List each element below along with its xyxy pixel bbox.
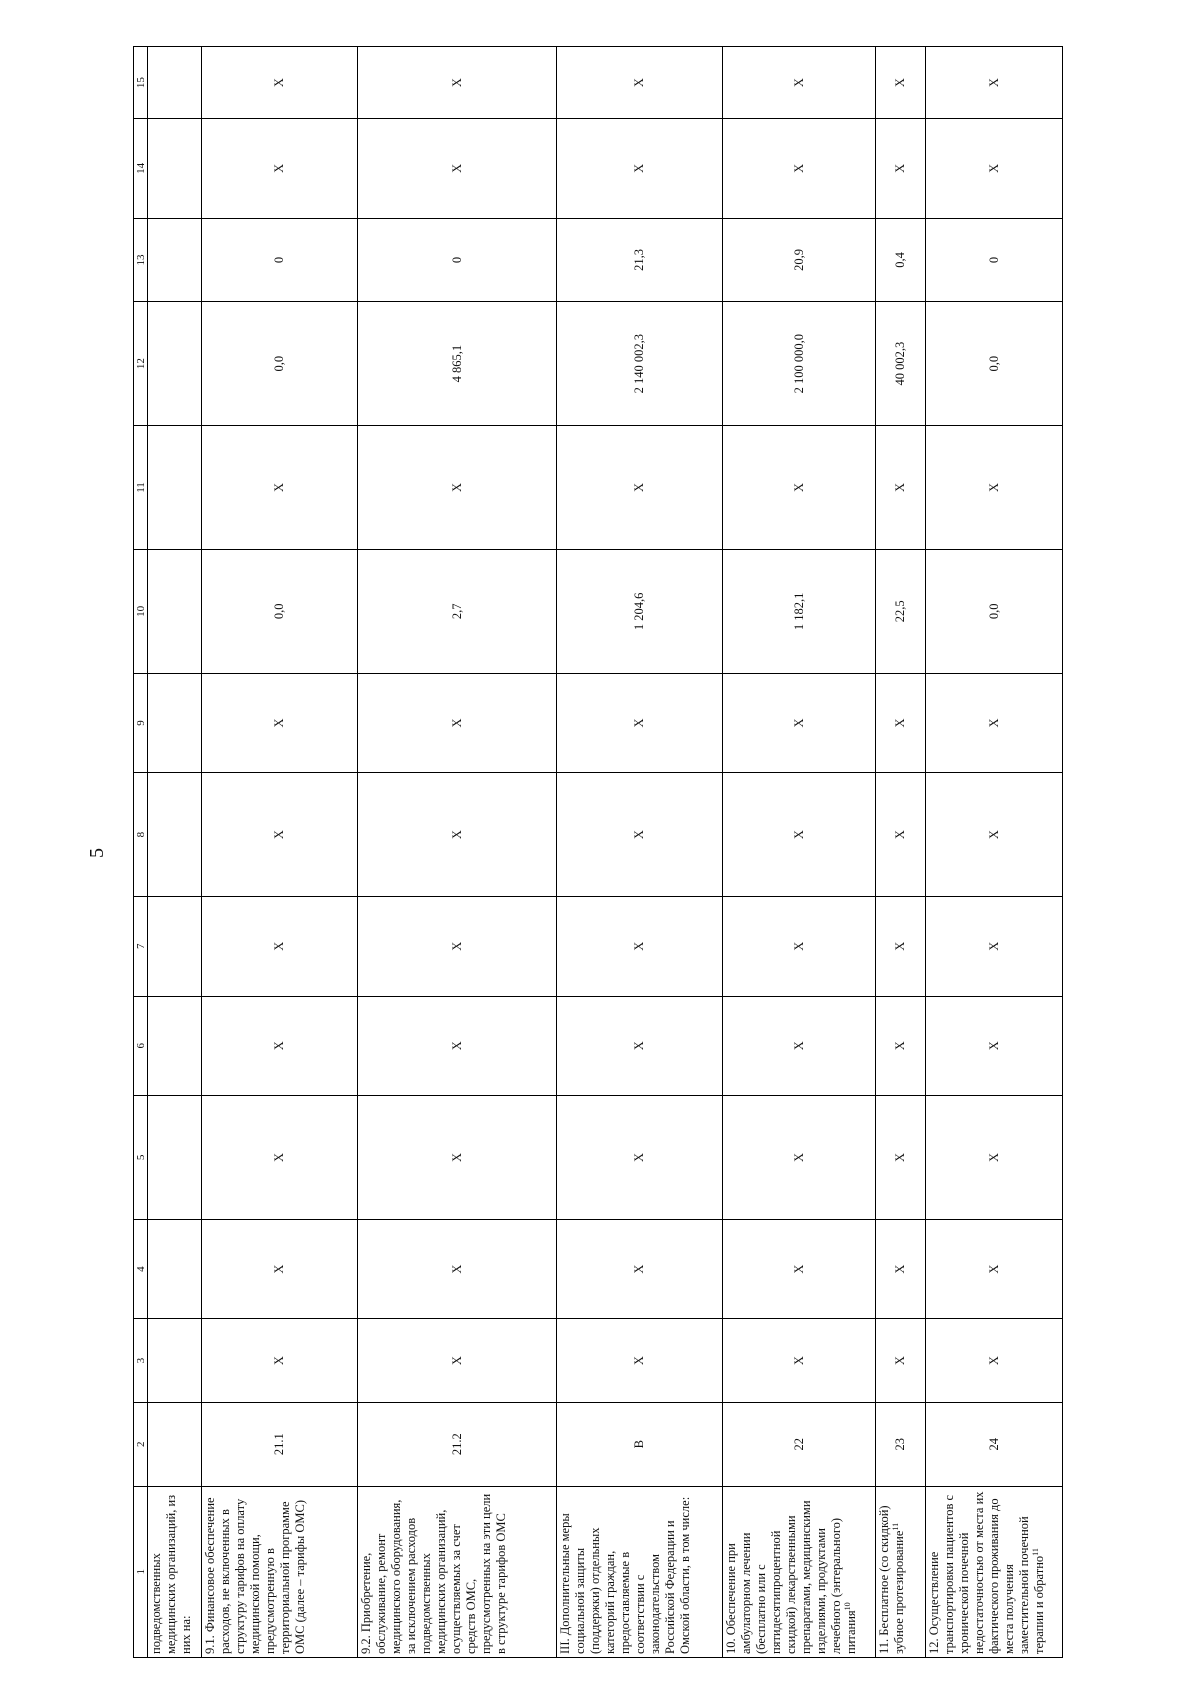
table-cell bbox=[148, 1219, 201, 1318]
table-cell: 0 bbox=[358, 218, 557, 302]
table-cell: Х bbox=[876, 1219, 926, 1318]
table-cell: В bbox=[557, 1402, 723, 1486]
footnote-ref: 11 bbox=[1031, 1548, 1041, 1556]
row-label-text: 9.1. Финансовое обеспечение расходов, не включенных в структуру тарифов на оплату медицинской помощи, предусмотренную в территориальной программе ОМС (далее – тарифы ОМС) bbox=[202, 1497, 307, 1654]
table-cell: 1 204,6 bbox=[557, 549, 723, 673]
table-cell bbox=[148, 1319, 201, 1403]
table-cell: Х bbox=[926, 1319, 1063, 1403]
table-cell: Х bbox=[358, 1319, 557, 1403]
row-label bbox=[148, 1486, 201, 1657]
table-cell: Х bbox=[201, 426, 358, 550]
table-cell: Х bbox=[358, 119, 557, 218]
table-cell: Х bbox=[358, 773, 557, 897]
table-cell: 0,0 bbox=[201, 549, 358, 673]
row-label-text: подведомственных медицинских организаций, из них на: bbox=[149, 1494, 194, 1654]
table-cell: 21.1 bbox=[201, 1402, 358, 1486]
table-cell: Х bbox=[557, 1219, 723, 1318]
table-cell: Х bbox=[557, 773, 723, 897]
table-row bbox=[148, 47, 201, 1658]
table-cell: 0,0 bbox=[926, 302, 1063, 426]
table-cell: Х bbox=[557, 673, 723, 772]
table-cell: Х bbox=[722, 1219, 875, 1318]
table-cell: 2 140 002,3 bbox=[557, 302, 723, 426]
table-cell: Х bbox=[557, 1096, 723, 1220]
column-number-row bbox=[134, 47, 148, 1658]
table-cell: Х bbox=[876, 996, 926, 1095]
column-number-cell: 14 bbox=[134, 119, 148, 218]
table-cell: Х bbox=[876, 773, 926, 897]
table-cell: Х bbox=[358, 996, 557, 1095]
footnote-ref: 10 bbox=[842, 1602, 852, 1611]
table-cell: Х bbox=[876, 47, 926, 119]
table-cell: Х bbox=[557, 47, 723, 119]
row-label-text: 12. Осуществление транспортировки пациентов с хронической почечной недостаточностью от места их фактического проживания до места получения заместительной почечной терапии и обратно bbox=[927, 1491, 1047, 1654]
rotated-table-wrapper bbox=[133, 46, 1063, 1658]
table-cell: 0,0 bbox=[926, 549, 1063, 673]
table-cell: Х bbox=[201, 673, 358, 772]
column-number-cell: 6 bbox=[134, 996, 148, 1095]
row-label bbox=[722, 1486, 875, 1657]
table-row bbox=[358, 47, 557, 1658]
table-cell: Х bbox=[876, 426, 926, 550]
table-cell: Х bbox=[876, 1096, 926, 1220]
table-cell: 0 bbox=[926, 218, 1063, 302]
row-label-text: III. Дополнительные меры социальной защиты (поддержки) отдельных категорий граждан, предоставляемые в соответствии с законодательством Российской Федерации и Омской области, в том числе: bbox=[558, 1496, 693, 1654]
table-cell bbox=[148, 996, 201, 1095]
table-cell: 1 182,1 bbox=[722, 549, 875, 673]
column-number-cell: 2 bbox=[134, 1402, 148, 1486]
table-cell: Х bbox=[722, 426, 875, 550]
table-cell: Х bbox=[358, 426, 557, 550]
table-cell: Х bbox=[722, 996, 875, 1095]
row-label bbox=[876, 1486, 926, 1657]
table-cell: 0,0 bbox=[201, 302, 358, 426]
table-cell: 21.2 bbox=[358, 1402, 557, 1486]
table-cell: Х bbox=[201, 1219, 358, 1318]
table-cell: 0 bbox=[201, 218, 358, 302]
page-number: 5 bbox=[86, 848, 108, 858]
table-cell: Х bbox=[722, 773, 875, 897]
table-cell: Х bbox=[201, 1319, 358, 1403]
table-cell bbox=[148, 426, 201, 550]
table-cell: Х bbox=[722, 673, 875, 772]
column-number-cell: 4 bbox=[134, 1219, 148, 1318]
table-cell: Х bbox=[926, 47, 1063, 119]
column-number-cell: 5 bbox=[134, 1096, 148, 1220]
table-cell bbox=[148, 549, 201, 673]
column-number-cell: 9 bbox=[134, 673, 148, 772]
table-row bbox=[876, 47, 926, 1658]
column-number-cell: 3 bbox=[134, 1319, 148, 1403]
table-cell: Х bbox=[926, 996, 1063, 1095]
table-cell: Х bbox=[876, 897, 926, 996]
table-cell: 4 865,1 bbox=[358, 302, 557, 426]
table-cell: Х bbox=[201, 996, 358, 1095]
column-number-cell: 7 bbox=[134, 897, 148, 996]
table-row bbox=[926, 47, 1063, 1658]
table-cell bbox=[148, 1096, 201, 1220]
table-cell bbox=[148, 302, 201, 426]
column-number-cell: 10 bbox=[134, 549, 148, 673]
table-cell: 20,9 bbox=[722, 218, 875, 302]
table-cell: Х bbox=[201, 897, 358, 996]
column-number-cell: 15 bbox=[134, 47, 148, 119]
column-number-cell: 1 bbox=[134, 1486, 148, 1657]
table-cell: Х bbox=[722, 1319, 875, 1403]
row-label bbox=[201, 1486, 358, 1657]
table-cell: Х bbox=[926, 1219, 1063, 1318]
table-row bbox=[201, 47, 358, 1658]
table-cell: Х bbox=[876, 119, 926, 218]
table-cell bbox=[148, 1402, 201, 1486]
table-cell: Х bbox=[358, 47, 557, 119]
table-cell: 22 bbox=[722, 1402, 875, 1486]
column-number-cell: 12 bbox=[134, 302, 148, 426]
row-label bbox=[926, 1486, 1063, 1657]
table-cell: Х bbox=[722, 47, 875, 119]
table-cell bbox=[148, 47, 201, 119]
table-cell: 0,4 bbox=[876, 218, 926, 302]
table-cell: Х bbox=[876, 673, 926, 772]
table-cell: 2,7 bbox=[358, 549, 557, 673]
column-number-cell: 13 bbox=[134, 218, 148, 302]
column-number-cell: 11 bbox=[134, 426, 148, 550]
table-cell: 23 bbox=[876, 1402, 926, 1486]
row-label bbox=[557, 1486, 723, 1657]
table-cell bbox=[148, 773, 201, 897]
row-label-text: 11. Бесплатное (со скидкой) зубное протезирование bbox=[877, 1505, 907, 1654]
footnote-ref: 11 bbox=[891, 1522, 901, 1531]
table-cell: Х bbox=[926, 1096, 1063, 1220]
row-label bbox=[358, 1486, 557, 1657]
table-cell: 40 002,3 bbox=[876, 302, 926, 426]
table-cell: Х bbox=[201, 773, 358, 897]
table-cell: Х bbox=[201, 119, 358, 218]
table-cell: Х bbox=[557, 119, 723, 218]
row-label-text: 9.2. Приобретение, обслуживание, ремонт медицинского оборудования, за исключением расходов подведомственных медицинских организаций, осуществляемых за счет средств ОМС, предусмотренных на эти цели в структуре тарифов ОМС bbox=[359, 1493, 509, 1654]
table-cell: Х bbox=[926, 119, 1063, 218]
table-cell: Х bbox=[926, 673, 1063, 772]
table-cell: Х bbox=[722, 119, 875, 218]
row-label-text: 10. Обеспечение при амбулаторном лечении (бесплатно или с пятидесятипроцентной скидкой) лекарственными препаратами, медицинскими изделиями, продуктами лечебного (энтерального) питания bbox=[723, 1500, 858, 1654]
table-cell: Х bbox=[557, 996, 723, 1095]
table-cell: Х bbox=[557, 426, 723, 550]
table-cell: Х bbox=[557, 897, 723, 996]
table-cell bbox=[148, 218, 201, 302]
table-cell: Х bbox=[926, 773, 1063, 897]
table-cell bbox=[148, 673, 201, 772]
table-row bbox=[722, 47, 875, 1658]
table-cell: Х bbox=[926, 426, 1063, 550]
table-cell: Х bbox=[201, 1096, 358, 1220]
table-row bbox=[557, 47, 723, 1658]
table-cell: Х bbox=[358, 673, 557, 772]
table-cell: Х bbox=[358, 1219, 557, 1318]
table-cell: Х bbox=[358, 897, 557, 996]
table-cell: 22,5 bbox=[876, 549, 926, 673]
table-cell: Х bbox=[358, 1096, 557, 1220]
table-cell: Х bbox=[201, 47, 358, 119]
table-cell: Х bbox=[722, 897, 875, 996]
table-cell bbox=[148, 897, 201, 996]
column-number-cell: 8 bbox=[134, 773, 148, 897]
table-cell: 21,3 bbox=[557, 218, 723, 302]
table-cell: 2 100 000,0 bbox=[722, 302, 875, 426]
table-cell: Х bbox=[926, 897, 1063, 996]
table-cell bbox=[148, 119, 201, 218]
budget-table bbox=[133, 46, 1063, 1658]
table-cell: Х bbox=[722, 1096, 875, 1220]
table-cell: Х bbox=[557, 1319, 723, 1403]
table-cell: 24 bbox=[926, 1402, 1063, 1486]
table-cell: Х bbox=[876, 1319, 926, 1403]
